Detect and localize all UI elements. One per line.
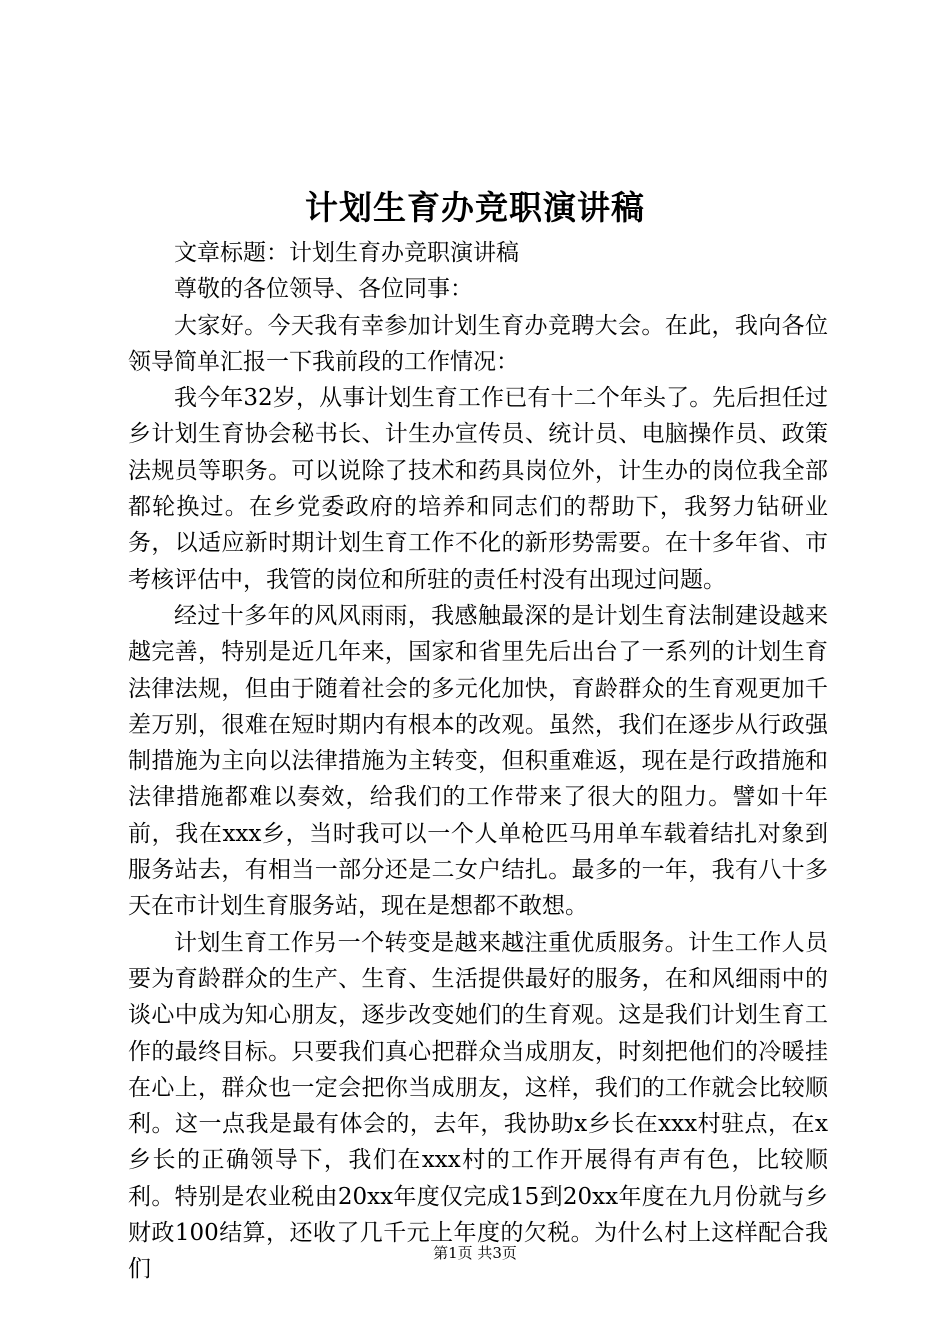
paragraph-service: 计划生育工作另一个转变是越来越注重优质服务。计生工作人员要为育龄群众的生产、生育、生活提供最好的服务，在和风细雨中的谈心中成为知心朋友，逐步改变她们的生育观。这是我们计划生育工作的最终目标。只要我们真心把群众当成朋友，时刻把他们的冷暖挂在心上，群众也一定会把你当成朋友，这样，我们的工作就会比较顺利。这一点我是最有体会的，去年，我协助x乡长在xxx村驻点，在x乡长的正确领导下，我们在xxx村的工作开展得有声有色，比较顺利。特别是农业税由20xx年度仅完成15到20xx年度在九月份就与乡财政100结算，还收了几千元上年度的欠税。为什么村上这样配合我们 (128, 929, 828, 1283)
paragraph-salutation: 尊敬的各位领导、各位同事： (174, 276, 473, 303)
document-title: 计划生育办竞职演讲稿 (305, 188, 645, 227)
paragraph-experience: 经过十多年的风风雨雨，我感触最深的是计划生育法制建设越来越完善，特别是近几年来，国家和省里先后出台了一系列的计划生育法律法规，但由于随着社会的多元化加快，育龄群众的生育观更加千差万别，很难在短时期内有根本的改观。虽然，我们在逐步从行政强制措施为主向以法律措施为主转变，但积重难返，现在是行政措施和法律措施都难以奏效，给我们的工作带来了很大的阻力。譬如十年前，我在xxx乡，当时我可以一个人单枪匹马用单车载着结扎对象到服务站去，有相当一部分还是二女户结扎。最多的一年，我有八十多天在市计划生育服务站，现在是想都不敢想。 (128, 602, 828, 920)
document-body (128, 235, 828, 1288)
paragraph-article-title: 文章标题：计划生育办竞职演讲稿 (174, 240, 519, 266)
paragraph-background: 我今年32岁，从事计划生育工作已有十二个年头了。先后担任过乡计划生育协会秘书长、计生办宣传员、统计员、电脑操作员、政策法规员等职务。可以说除了技术和药具岗位外，计生办的岗位我全部都轮换过。在乡党委政府的培养和同志们的帮助下，我努力钻研业务，以适应新时期计划生育工作不化的新形势需要。在十多年省、市考核评估中，我管的岗位和所驻的责任村没有出现过问题。 (128, 385, 828, 593)
page-number-footer: 第1页 共3页 (433, 1244, 517, 1262)
paragraph-greeting: 大家好。今天我有幸参加计划生育办竞聘大会。在此，我向各位领导简单汇报一下我前段的工作情况： (128, 312, 828, 375)
